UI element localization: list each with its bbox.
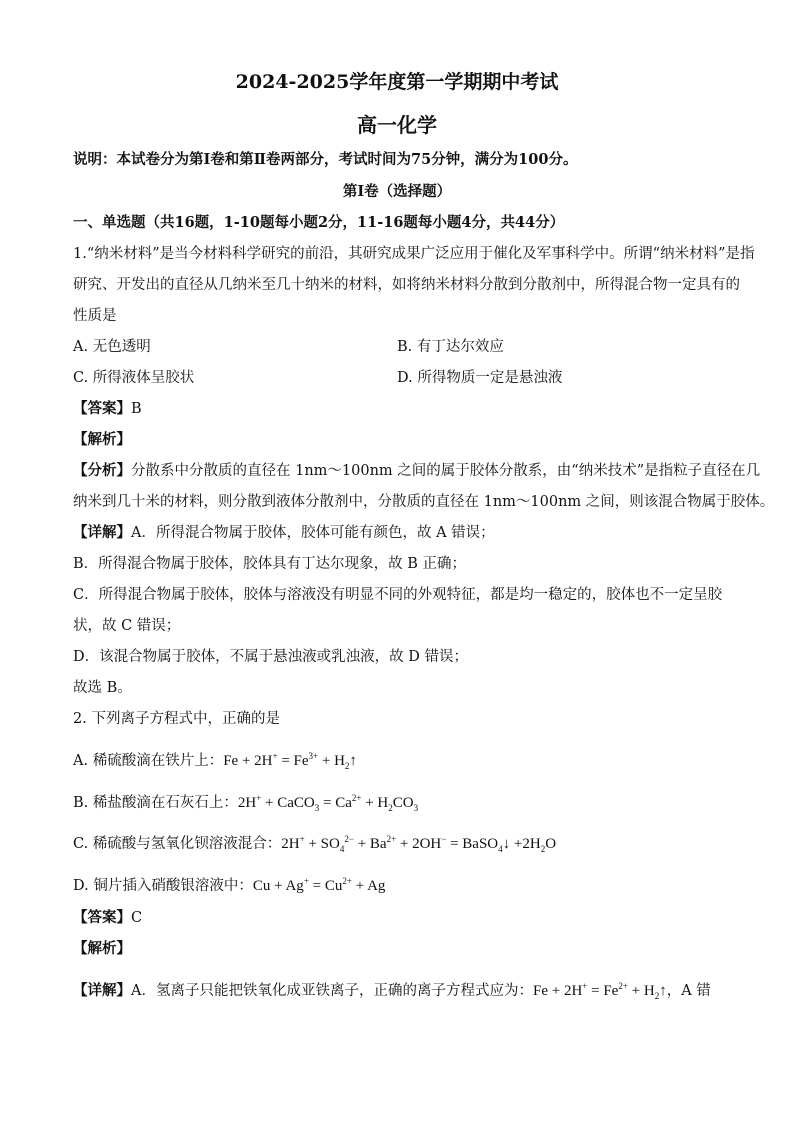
q1-option-d: D. 所得物质一定是悬浊液 <box>397 370 563 386</box>
q2-detail-equation: $Fe + 2H^+ = Fe^{2+}$ + $H_2↑$ <box>532 981 667 1001</box>
q1-option-c: C. 所得液体呈胶状 <box>73 370 195 386</box>
fenxi-text-1: 分散系中分散质的直径在 1nm～100nm 之间的属于胶体分散系，由“纳米技术”是指粒子直径在几 <box>131 463 761 479</box>
q2-analysis-tag: 【解析】 <box>73 940 131 957</box>
fenxi-tag: 【分析】 <box>73 462 131 479</box>
q2-option-d-label: D. 铜片插入硝酸银溶液中： <box>73 878 253 894</box>
q1-detail-a <box>73 523 495 543</box>
q1-option-a: A. 无色透明 <box>73 339 151 355</box>
q2-stem: 2. 下列离子方程式中，正确的是 <box>73 711 280 727</box>
q1-detail-b: B．所得混合物属于胶体，胶体具有丁达尔现象，故 B 正确； <box>73 556 467 572</box>
q1-stem-line-1: 1.“纳米材料”是当今材料科学研究的前沿，其研究成果广泛应用于催化及军事科学中。所谓“纳米材料”是指 <box>73 246 755 262</box>
q1-stem-line-2: 研究、开发出的直径从几纳米至几十纳米的材料，如将纳米材料分散到分散剂中，所得混合物一定具有的 <box>73 277 740 293</box>
q2-option-a-equation: $Fe + 2H^+ = Fe^{3+}$ + $H_2↑$ <box>223 751 357 771</box>
q2-option-b <box>73 788 418 818</box>
q1-fenxi-line-1 <box>73 461 760 481</box>
q1-detail-d: D．该混合物属于胶体，不属于悬浊液或乳浊液，故 D 错误； <box>73 649 468 665</box>
q1-conclusion: 故选 B。 <box>73 680 132 696</box>
q1-option-b: B. 有丁达尔效应 <box>397 339 504 355</box>
q2-option-c <box>73 829 556 859</box>
q2-option-b-equation: 2H+ + CaCO$_3$ = $Ca^{2+} + H_2CO_3$ <box>237 793 419 813</box>
q2-option-a-label: A. 稀硫酸滴在铁片上： <box>73 753 224 769</box>
q1-stem-line-3: 性质是 <box>73 308 117 324</box>
q2-option-b-label: B. 稀盐酸滴在石灰石上： <box>73 795 238 811</box>
section-title: 一、单选题（共16题，1-10题每小题2分，11-16题每小题4分，共44分） <box>73 214 565 231</box>
answer-value: B <box>131 401 142 417</box>
exam-title: 2024-2025学年度第一学期期中考试 <box>235 71 559 93</box>
q2-detail-text: A．氢离子只能把铁氧化成亚铁离子，正确的离子方程式应为： <box>131 983 533 999</box>
q2-option-c-label: C. 稀硫酸与氢氧化钡溶液混合： <box>73 836 282 852</box>
q2-detail-end: ，A 错 <box>666 983 711 999</box>
q2-detail-tag: 【详解】 <box>73 982 131 999</box>
exam-note: 说明：本试卷分为第Ⅰ卷和第Ⅱ卷两部分，考试时间为75分钟，满分为100分。 <box>73 151 578 168</box>
q2-answer <box>73 908 142 928</box>
q1-answer <box>73 399 142 419</box>
subject-title: 高一化学 <box>357 113 437 137</box>
q2-option-a <box>73 746 357 776</box>
q2-option-d <box>73 871 385 896</box>
q2-detail-a <box>73 976 711 1006</box>
q1-analysis-tag: 【解析】 <box>73 431 131 448</box>
detail-a-text: A．所得混合物属于胶体，胶体可能有颜色，故 A 错误； <box>131 525 495 541</box>
answer-tag: 【答案】 <box>73 400 131 417</box>
q2-answer-tag: 【答案】 <box>73 909 131 926</box>
q2-answer-value: C <box>131 910 143 926</box>
q2-option-c-equation: $2H^+ + SO_4^{2-} + Ba^{2+} + 2OH^-$ = BaSO$_4$↓ $+2H_2O$ <box>281 834 557 854</box>
q1-detail-c-line-2: 状，故 C 错误； <box>73 618 181 634</box>
q2-option-d-equation: $Cu + Ag^+ = Cu^{2+} + Ag$ <box>252 876 386 894</box>
part-title: 第Ⅰ卷（选择题） <box>342 183 452 200</box>
q1-detail-c-line-1: C．所得混合物属于胶体，胶体与溶液没有明显不同的外观特征，都是均一稳定的，胶体也不一定呈胶 <box>73 587 723 603</box>
detail-tag: 【详解】 <box>73 524 131 541</box>
q1-fenxi-line-2: 纳米到几十米的材料，则分散到液体分散剂中，分散质的直径在 1nm～100nm 之间，则该混合物属于胶体。 <box>73 494 775 510</box>
